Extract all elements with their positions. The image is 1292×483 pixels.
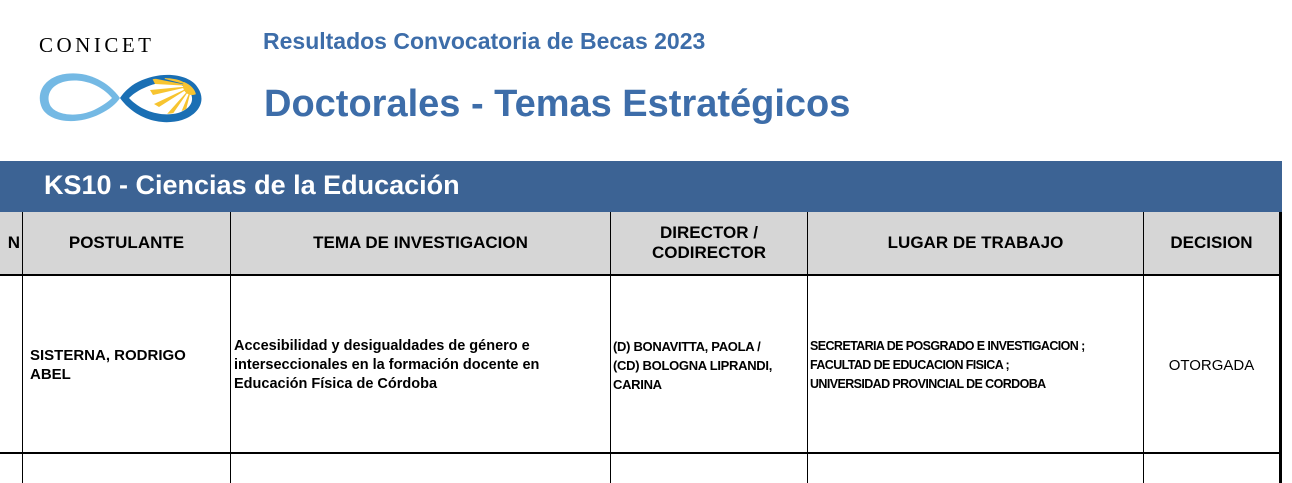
results-table xyxy=(0,212,1282,483)
col-header-decision: DECISION xyxy=(1144,212,1279,276)
table-row-lugar: SECRETARIA DE POSGRADO E INVESTIGACION ; FACULTAD DE EDUCACION FISICA ; UNIVERSIDAD PROVINCIAL DE CORDOBA xyxy=(810,338,1085,391)
org-name: CONICET xyxy=(39,33,155,57)
page-title: Doctorales - Temas Estratégicos xyxy=(264,83,851,125)
page-subtitle: Resultados Convocatoria de Becas 2023 xyxy=(263,28,706,54)
col-header-director: DIRECTOR / CODIRECTOR xyxy=(611,212,807,276)
col-header-tema: TEMA DE INVESTIGACION xyxy=(231,212,610,276)
row-divider xyxy=(0,452,1279,454)
section-banner xyxy=(0,161,1282,212)
conicet-logo xyxy=(34,68,206,128)
col-header-lugar: LUGAR DE TRABAJO xyxy=(808,212,1143,276)
table-row-tema: Accesibilidad y desigualdades de género e interseccionales en la formación docente en Educación Física de Córdoba xyxy=(234,337,540,392)
col-header-postulante: POSTULANTE xyxy=(23,212,230,276)
table-row-decision: OTORGADA xyxy=(1168,356,1255,374)
table-row-director: (D) BONAVITTA, PAOLA / (CD) BOLOGNA LIPRANDI, CARINA xyxy=(613,338,773,392)
table-row-postulante: SISTERNA, RODRIGO ABEL xyxy=(30,347,186,383)
section-title: KS10 - Ciencias de la Educación xyxy=(44,170,460,200)
col-header-first: N xyxy=(0,212,22,276)
